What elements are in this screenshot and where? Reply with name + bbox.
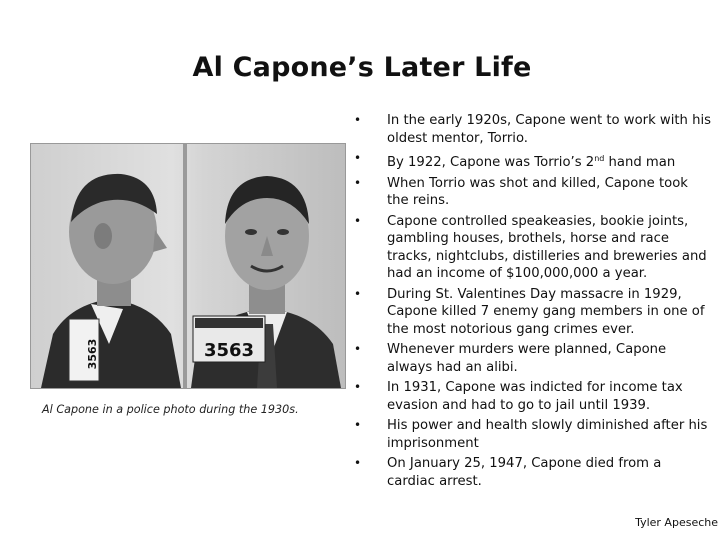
placard-number-right: 3563 (203, 340, 255, 361)
mugshot-profile (41, 174, 181, 388)
bullet-item: • His power and health slowly diminished after his imprisonment (351, 417, 711, 452)
author-name: Tyler Apeseche (635, 516, 718, 529)
bullet-item: • In the early 1920s, Capone went to work with his oldest mentor, Torrio. (351, 112, 711, 147)
bullet-item: • During St. Valentines Day massacre in 1929, Capone killed 7 enemy gang members in one of the most notorious gang crimes ever. (351, 286, 711, 339)
bullet-item: • In 1931, Capone was indicted for income tax evasion and had to go to jail until 1939. (351, 379, 711, 414)
placard-number-left: 3563 (86, 338, 99, 370)
bullet-item: • When Torrio was shot and killed, Capone took the reins. (351, 175, 711, 210)
photo-caption: Al Capone in a police photo during the 1930s. (42, 403, 299, 416)
mugshot-photo (30, 143, 346, 389)
bullet-item: • Whenever murders were planned, Capone always had an alibi. (351, 341, 711, 376)
slide-title: Al Capone’s Later Life (192, 52, 532, 83)
bullet-item: • Capone controlled speakeasies, bookie joints, gambling houses, brothels, horse and race tracks, nightclubs, distilleries and breweries and had an income of $100,000,000 a year. (351, 213, 711, 283)
bullet-item: • On January 25, 1947, Capone died from a cardiac arrest. (351, 455, 711, 490)
bullet-list (351, 112, 711, 493)
bullet-item: • By 1922, Capone was Torrio’s 2nd hand man (351, 150, 711, 172)
mugshot-front (191, 176, 341, 388)
